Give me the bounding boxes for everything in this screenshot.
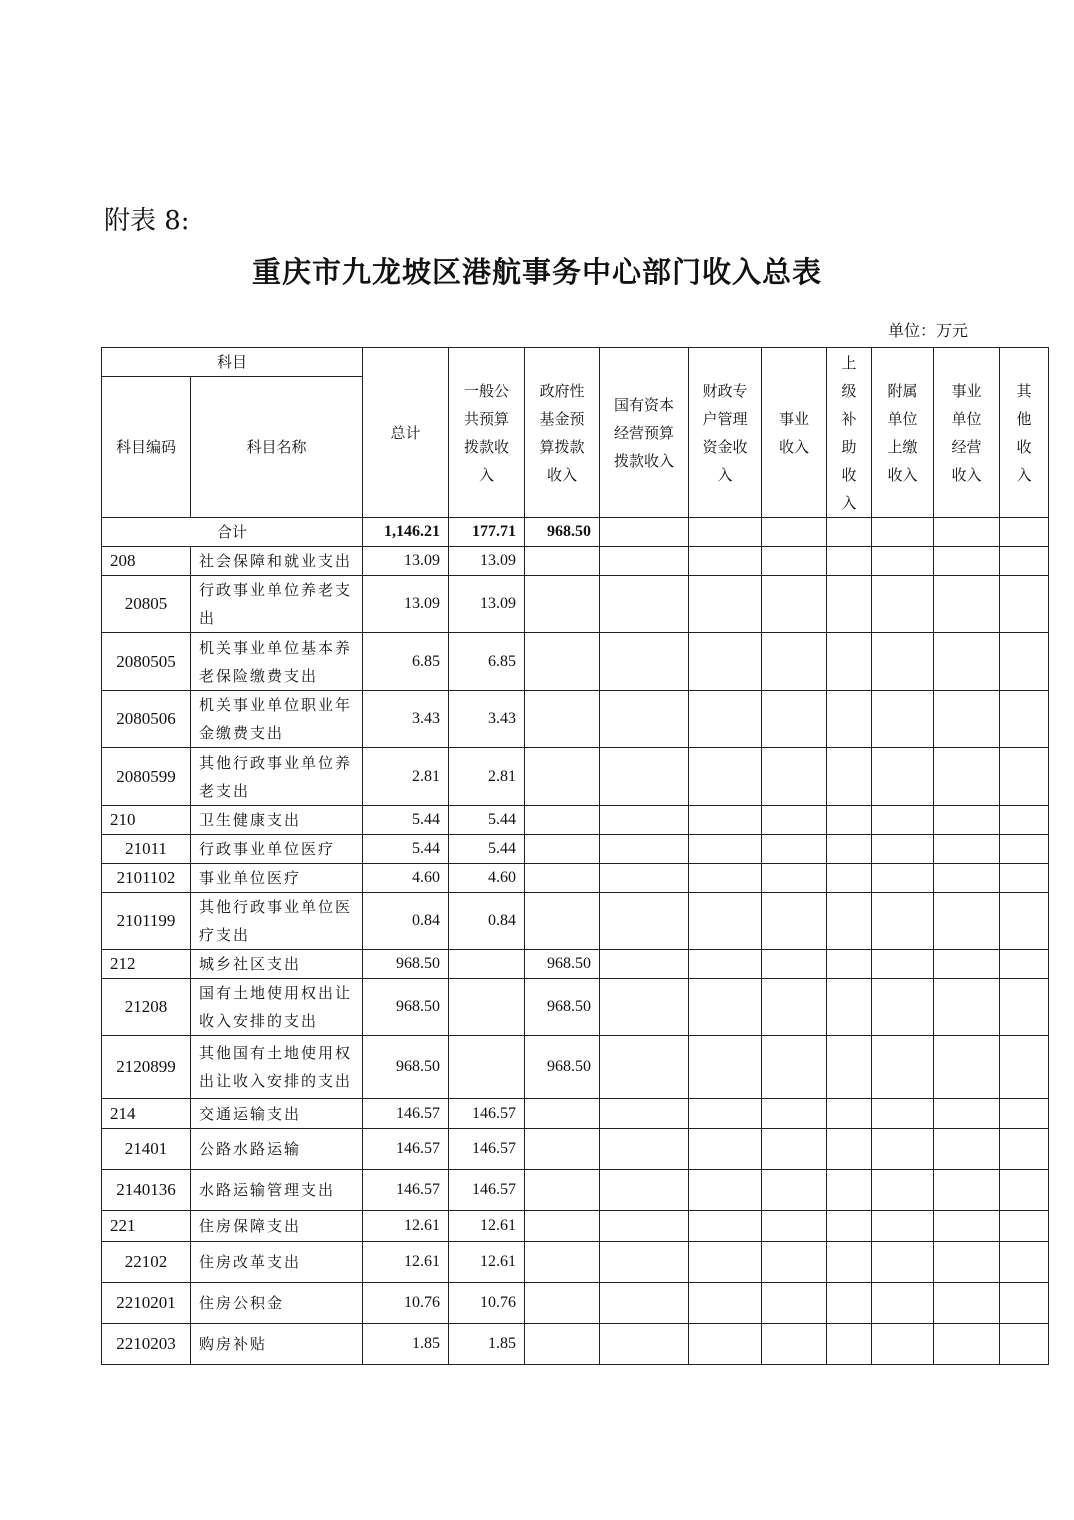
header-col: 一般公共预算拨款收入 [449, 348, 525, 518]
amount-cell [827, 1283, 872, 1324]
amount-cell [1000, 806, 1049, 835]
amount-cell [934, 979, 1000, 1036]
amount-cell [762, 1099, 827, 1129]
amount-cell [934, 1170, 1000, 1211]
amount-cell [1000, 893, 1049, 950]
amount-cell [872, 547, 934, 576]
amount-cell: 10.76 [449, 1283, 525, 1324]
unit-label: 单位：万元 [888, 321, 969, 340]
amount-cell [600, 748, 689, 806]
amount-cell [689, 864, 762, 893]
total-row [102, 518, 1049, 547]
subject-name: 社会保障和就业支出 [191, 547, 363, 576]
amount-cell [827, 835, 872, 864]
table-row [102, 1036, 1049, 1099]
table-row [102, 979, 1049, 1036]
amount-cell [689, 979, 762, 1036]
table-row [102, 1170, 1049, 1211]
amount-cell [762, 547, 827, 576]
amount-cell [827, 893, 872, 950]
subject-name: 机关事业单位基本养老保险缴费支出 [191, 633, 363, 691]
header-col: 政府性基金预算拨款收入 [525, 348, 600, 518]
amount-cell [872, 1242, 934, 1283]
table-row [102, 806, 1049, 835]
table-row [102, 1129, 1049, 1170]
subject-code: 212 [102, 950, 191, 979]
amount-cell: 146.57 [363, 1099, 449, 1129]
header-row [102, 348, 1049, 377]
amount-cell [689, 547, 762, 576]
table-row [102, 1242, 1049, 1283]
amount-cell [872, 979, 934, 1036]
amount-cell [600, 1211, 689, 1242]
amount-cell: 968.50 [525, 950, 600, 979]
total-value [1000, 518, 1049, 547]
amount-cell: 146.57 [449, 1129, 525, 1170]
amount-cell [934, 1283, 1000, 1324]
table-row [102, 691, 1049, 748]
amount-cell: 146.57 [449, 1170, 525, 1211]
amount-cell [525, 893, 600, 950]
amount-cell [600, 547, 689, 576]
amount-cell: 6.85 [363, 633, 449, 691]
amount-cell [1000, 691, 1049, 748]
amount-cell [689, 1211, 762, 1242]
amount-cell [872, 691, 934, 748]
amount-cell [934, 547, 1000, 576]
amount-cell [827, 806, 872, 835]
amount-cell: 146.57 [363, 1129, 449, 1170]
amount-cell: 968.50 [525, 1036, 600, 1099]
subject-name: 水路运输管理支出 [191, 1170, 363, 1211]
table-row [102, 835, 1049, 864]
table-row [102, 1324, 1049, 1365]
amount-cell [600, 835, 689, 864]
income-summary-table [101, 347, 1049, 1365]
amount-cell [689, 1099, 762, 1129]
amount-cell [762, 950, 827, 979]
amount-cell [600, 1099, 689, 1129]
amount-cell [600, 1170, 689, 1211]
subject-name: 机关事业单位职业年金缴费支出 [191, 691, 363, 748]
amount-cell [827, 1324, 872, 1365]
amount-cell [827, 576, 872, 633]
amount-cell: 13.09 [363, 547, 449, 576]
header-col: 上级补助收入 [827, 348, 872, 518]
amount-cell [934, 1242, 1000, 1283]
amount-cell [934, 893, 1000, 950]
amount-cell [934, 1036, 1000, 1099]
amount-cell [525, 547, 600, 576]
appendix-label: 附表 8: [104, 206, 190, 236]
table-row [102, 1211, 1049, 1242]
amount-cell: 13.09 [449, 547, 525, 576]
amount-cell [449, 950, 525, 979]
amount-cell [525, 835, 600, 864]
amount-cell [934, 633, 1000, 691]
subject-name: 住房改革支出 [191, 1242, 363, 1283]
amount-cell [762, 1242, 827, 1283]
amount-cell [827, 1170, 872, 1211]
amount-cell [762, 1036, 827, 1099]
amount-cell [689, 633, 762, 691]
amount-cell [827, 691, 872, 748]
amount-cell [600, 1129, 689, 1170]
amount-cell: 968.50 [363, 950, 449, 979]
amount-cell [934, 1211, 1000, 1242]
table-row [102, 1099, 1049, 1129]
amount-cell [762, 893, 827, 950]
amount-cell [934, 576, 1000, 633]
amount-cell [600, 1324, 689, 1365]
amount-cell [872, 1099, 934, 1129]
subject-code: 20805 [102, 576, 191, 633]
amount-cell [934, 835, 1000, 864]
table-row [102, 950, 1049, 979]
amount-cell [525, 1283, 600, 1324]
total-label: 合计 [102, 518, 363, 547]
amount-cell [827, 864, 872, 893]
table-row [102, 893, 1049, 950]
amount-cell: 5.44 [363, 835, 449, 864]
subject-code: 221 [102, 1211, 191, 1242]
amount-cell [689, 1283, 762, 1324]
amount-cell [1000, 979, 1049, 1036]
amount-cell [934, 1129, 1000, 1170]
amount-cell [827, 1099, 872, 1129]
amount-cell [934, 1099, 1000, 1129]
amount-cell [689, 950, 762, 979]
subject-name: 其他行政事业单位养老支出 [191, 748, 363, 806]
amount-cell: 0.84 [363, 893, 449, 950]
amount-cell [689, 1170, 762, 1211]
amount-cell: 5.44 [363, 806, 449, 835]
amount-cell [934, 950, 1000, 979]
amount-cell [689, 835, 762, 864]
amount-cell [827, 633, 872, 691]
header-code: 科目编码 [102, 377, 191, 518]
amount-cell [525, 1170, 600, 1211]
amount-cell [872, 893, 934, 950]
subject-code: 2101102 [102, 864, 191, 893]
subject-name: 交通运输支出 [191, 1099, 363, 1129]
subject-code: 2120899 [102, 1036, 191, 1099]
table-row [102, 864, 1049, 893]
amount-cell [872, 1036, 934, 1099]
amount-cell [762, 1211, 827, 1242]
amount-cell: 968.50 [525, 979, 600, 1036]
amount-cell [525, 1242, 600, 1283]
subject-code: 21011 [102, 835, 191, 864]
subject-name: 行政事业单位医疗 [191, 835, 363, 864]
amount-cell [762, 835, 827, 864]
amount-cell [525, 1129, 600, 1170]
total-value: 1,146.21 [363, 518, 449, 547]
amount-cell: 3.43 [449, 691, 525, 748]
subject-code: 22102 [102, 1242, 191, 1283]
amount-cell [689, 748, 762, 806]
amount-cell [762, 1324, 827, 1365]
amount-cell [689, 1324, 762, 1365]
amount-cell [525, 691, 600, 748]
amount-cell [600, 806, 689, 835]
total-value [600, 518, 689, 547]
amount-cell [689, 1129, 762, 1170]
table-row [102, 576, 1049, 633]
amount-cell [872, 1324, 934, 1365]
subject-name: 公路水路运输 [191, 1129, 363, 1170]
amount-cell [600, 950, 689, 979]
amount-cell [525, 748, 600, 806]
amount-cell [1000, 864, 1049, 893]
total-value [872, 518, 934, 547]
subject-name: 其他行政事业单位医疗支出 [191, 893, 363, 950]
amount-cell [762, 576, 827, 633]
amount-cell [762, 748, 827, 806]
amount-cell [600, 1036, 689, 1099]
subject-code: 2101199 [102, 893, 191, 950]
amount-cell: 1.85 [363, 1324, 449, 1365]
amount-cell [1000, 633, 1049, 691]
amount-cell [525, 1211, 600, 1242]
amount-cell [934, 1324, 1000, 1365]
amount-cell: 0.84 [449, 893, 525, 950]
subject-name: 住房保障支出 [191, 1211, 363, 1242]
total-value [689, 518, 762, 547]
subject-code: 2080599 [102, 748, 191, 806]
amount-cell: 10.76 [363, 1283, 449, 1324]
total-value [934, 518, 1000, 547]
subject-code: 208 [102, 547, 191, 576]
amount-cell [525, 633, 600, 691]
table-row [102, 748, 1049, 806]
amount-cell: 4.60 [363, 864, 449, 893]
subject-code: 21208 [102, 979, 191, 1036]
amount-cell [827, 950, 872, 979]
amount-cell [934, 691, 1000, 748]
amount-cell: 2.81 [449, 748, 525, 806]
amount-cell [872, 1129, 934, 1170]
amount-cell: 12.61 [449, 1211, 525, 1242]
amount-cell [525, 1099, 600, 1129]
amount-cell [600, 1283, 689, 1324]
amount-cell [827, 748, 872, 806]
amount-cell [762, 691, 827, 748]
amount-cell: 13.09 [363, 576, 449, 633]
amount-cell [600, 633, 689, 691]
amount-cell [600, 893, 689, 950]
header-col: 总计 [363, 348, 449, 518]
amount-cell [689, 1036, 762, 1099]
total-value [762, 518, 827, 547]
amount-cell: 968.50 [363, 1036, 449, 1099]
amount-cell [872, 835, 934, 864]
amount-cell: 4.60 [449, 864, 525, 893]
amount-cell [689, 1242, 762, 1283]
amount-cell [689, 806, 762, 835]
table-row [102, 633, 1049, 691]
amount-cell: 968.50 [363, 979, 449, 1036]
amount-cell [827, 1242, 872, 1283]
total-value [827, 518, 872, 547]
subject-code: 2210203 [102, 1324, 191, 1365]
amount-cell [525, 576, 600, 633]
total-value: 177.71 [449, 518, 525, 547]
total-value: 968.50 [525, 518, 600, 547]
amount-cell [689, 691, 762, 748]
subject-code: 21401 [102, 1129, 191, 1170]
amount-cell: 12.61 [363, 1242, 449, 1283]
amount-cell [525, 806, 600, 835]
amount-cell [600, 864, 689, 893]
amount-cell [1000, 1242, 1049, 1283]
amount-cell [762, 864, 827, 893]
header-col: 国有资本经营预算拨款收入 [600, 348, 689, 518]
header-subject: 科目 [102, 348, 363, 377]
amount-cell [1000, 835, 1049, 864]
subject-name: 事业单位医疗 [191, 864, 363, 893]
amount-cell [762, 979, 827, 1036]
subject-name: 城乡社区支出 [191, 950, 363, 979]
subject-name: 国有土地使用权出让收入安排的支出 [191, 979, 363, 1036]
amount-cell [1000, 1170, 1049, 1211]
subject-name: 购房补贴 [191, 1324, 363, 1365]
table-row [102, 1283, 1049, 1324]
amount-cell [525, 1324, 600, 1365]
amount-cell [525, 864, 600, 893]
amount-cell [827, 1211, 872, 1242]
subject-code: 2210201 [102, 1283, 191, 1324]
amount-cell [872, 1211, 934, 1242]
amount-cell [689, 893, 762, 950]
subject-name: 住房公积金 [191, 1283, 363, 1324]
amount-cell [827, 1036, 872, 1099]
amount-cell [1000, 576, 1049, 633]
amount-cell [1000, 1211, 1049, 1242]
page-title: 重庆市九龙坡区港航事务中心部门收入总表 [251, 255, 822, 289]
amount-cell [762, 806, 827, 835]
amount-cell [449, 979, 525, 1036]
amount-cell: 12.61 [449, 1242, 525, 1283]
amount-cell: 5.44 [449, 806, 525, 835]
amount-cell: 1.85 [449, 1324, 525, 1365]
table-row [102, 547, 1049, 576]
subject-name: 卫生健康支出 [191, 806, 363, 835]
amount-cell [762, 1283, 827, 1324]
header-col: 其他收入 [1000, 348, 1049, 518]
amount-cell [600, 691, 689, 748]
subject-code: 2140136 [102, 1170, 191, 1211]
subject-code: 214 [102, 1099, 191, 1129]
header-col: 财政专户管理资金收入 [689, 348, 762, 518]
amount-cell: 12.61 [363, 1211, 449, 1242]
amount-cell [872, 806, 934, 835]
header-col: 附属单位上缴收入 [872, 348, 934, 518]
amount-cell [1000, 1036, 1049, 1099]
amount-cell [872, 1283, 934, 1324]
amount-cell [1000, 1099, 1049, 1129]
subject-code: 2080505 [102, 633, 191, 691]
amount-cell [934, 806, 1000, 835]
amount-cell [934, 864, 1000, 893]
amount-cell [1000, 748, 1049, 806]
amount-cell [827, 547, 872, 576]
amount-cell [449, 1036, 525, 1099]
amount-cell: 13.09 [449, 576, 525, 633]
header-col: 事业收入 [762, 348, 827, 518]
header-name: 科目名称 [191, 377, 363, 518]
amount-cell: 146.57 [363, 1170, 449, 1211]
amount-cell [600, 1242, 689, 1283]
subject-code: 2080506 [102, 691, 191, 748]
amount-cell: 146.57 [449, 1099, 525, 1129]
amount-cell [762, 1129, 827, 1170]
amount-cell [872, 576, 934, 633]
amount-cell: 3.43 [363, 691, 449, 748]
amount-cell [762, 1170, 827, 1211]
amount-cell [762, 633, 827, 691]
amount-cell [1000, 1129, 1049, 1170]
amount-cell: 5.44 [449, 835, 525, 864]
amount-cell [689, 576, 762, 633]
amount-cell [872, 1170, 934, 1211]
subject-name: 其他国有土地使用权出让收入安排的支出 [191, 1036, 363, 1099]
amount-cell [872, 748, 934, 806]
amount-cell [827, 979, 872, 1036]
amount-cell [600, 576, 689, 633]
amount-cell [872, 864, 934, 893]
amount-cell [872, 950, 934, 979]
subject-code: 210 [102, 806, 191, 835]
amount-cell [827, 1129, 872, 1170]
amount-cell [600, 979, 689, 1036]
subject-name: 行政事业单位养老支出 [191, 576, 363, 633]
amount-cell [1000, 950, 1049, 979]
header-col: 事业单位经营收入 [934, 348, 1000, 518]
amount-cell [1000, 547, 1049, 576]
amount-cell: 2.81 [363, 748, 449, 806]
amount-cell [934, 748, 1000, 806]
amount-cell [1000, 1324, 1049, 1365]
amount-cell [1000, 1283, 1049, 1324]
amount-cell: 6.85 [449, 633, 525, 691]
amount-cell [872, 633, 934, 691]
